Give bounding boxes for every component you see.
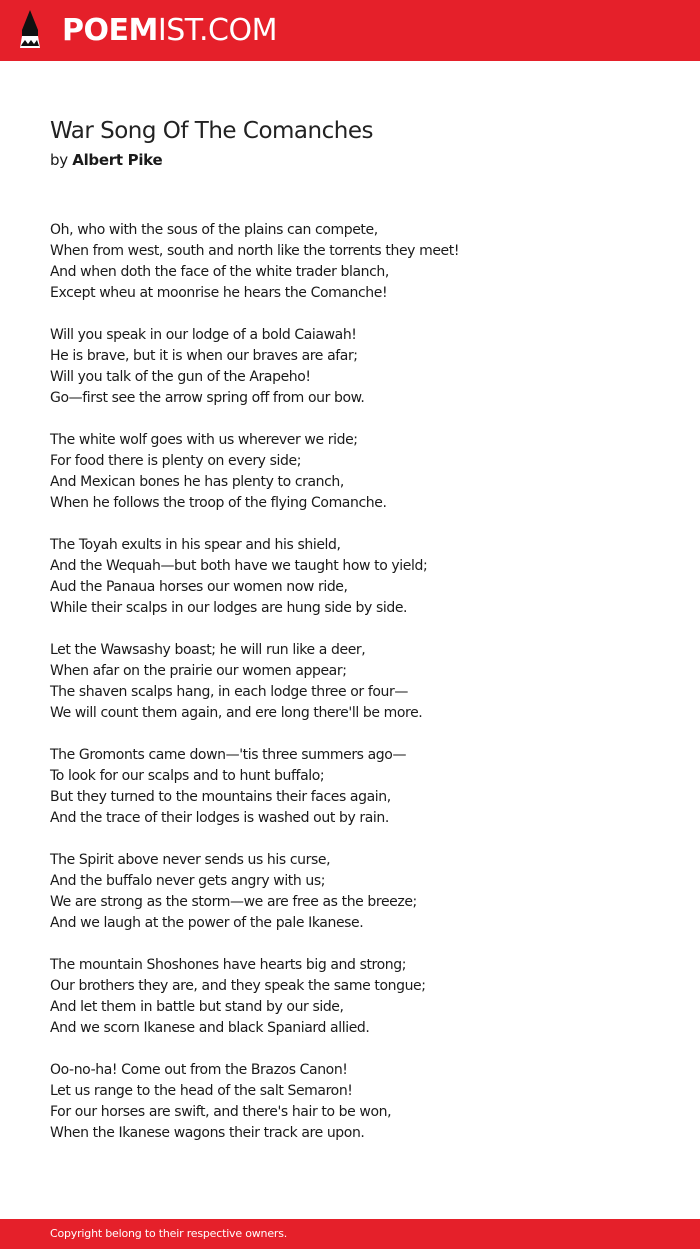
poem-line: Let the Wawsashy boast; he will run like a deer, — [50, 642, 366, 658]
poem-line: When from west, south and north like the torrents they meet! — [50, 243, 460, 259]
poem-stanza — [50, 850, 650, 934]
poem-title: War Song Of The Comanches — [50, 118, 373, 144]
poem-line: When the Ikanese wagons their track are upon. — [50, 1125, 365, 1141]
site-footer — [0, 1219, 700, 1249]
poem-line: When he follows the troop of the flying Comanche. — [50, 495, 387, 511]
poem-content — [50, 114, 650, 1165]
poem-line: And the Wequah—but both have we taught how to yield; — [50, 558, 428, 574]
by-label: by — [50, 151, 68, 169]
poem-stanza — [50, 955, 650, 1039]
poem-line: And the buffalo never gets angry with us; — [50, 873, 326, 889]
poem-line: And Mexican bones he has plenty to cranch, — [50, 474, 344, 490]
poem-line: Let us range to the head of the salt Semaron! — [50, 1083, 353, 1099]
poem-body — [50, 220, 650, 1144]
poem-line: While their scalps in our lodges are hung side by side. — [50, 600, 408, 616]
poem-line: To look for our scalps and to hunt buffalo; — [50, 768, 325, 784]
pen-nib-icon — [18, 10, 42, 51]
poem-line: The mountain Shoshones have hearts big and strong; — [50, 957, 407, 973]
poem-line: Will you speak in our lodge of a bold Caiawah! — [50, 327, 357, 343]
poem-line: Go—first see the arrow spring off from our bow. — [50, 390, 365, 406]
poem-stanza — [50, 745, 650, 829]
site-header — [0, 0, 700, 61]
poem-line: The Gromonts came down—'tis three summers ago— — [50, 747, 407, 763]
copyright-notice: Copyright belong to their respective owners. — [50, 1227, 288, 1240]
logo-text-bold: POEM — [62, 13, 158, 48]
poem-stanza — [50, 535, 650, 619]
poem-line: Will you talk of the gun of the Arapeho! — [50, 369, 311, 385]
poem-line: And we scorn Ikanese and black Spaniard allied. — [50, 1020, 370, 1036]
poem-line: The shaven scalps hang, in each lodge three or four— — [50, 684, 408, 700]
poem-line: The white wolf goes with us wherever we ride; — [50, 432, 358, 448]
poem-stanza — [50, 325, 650, 409]
poem-line: When afar on the prairie our women appear; — [50, 663, 347, 679]
poem-line: He is brave, but it is when our braves are afar; — [50, 348, 358, 364]
poem-stanza — [50, 1060, 650, 1144]
poem-byline — [50, 150, 650, 170]
poem-line: We are strong as the storm—we are free as the breeze; — [50, 894, 417, 910]
poem-line: And when doth the face of the white trader blanch, — [50, 264, 389, 280]
poem-stanza — [50, 430, 650, 514]
poem-line: And let them in battle but stand by our side, — [50, 999, 344, 1015]
poem-line: Our brothers they are, and they speak the same tongue; — [50, 978, 426, 994]
poem-line: But they turned to the mountains their faces again, — [50, 789, 391, 805]
poem-line: We will count them again, and ere long there'll be more. — [50, 705, 423, 721]
poem-line: Except wheu at moonrise he hears the Comanche! — [50, 285, 388, 301]
poem-line: And the trace of their lodges is washed out by rain. — [50, 810, 389, 826]
poem-line: Oh, who with the sous of the plains can compete, — [50, 222, 378, 238]
poem-line: For food there is plenty on every side; — [50, 453, 302, 469]
poem-line: The Spirit above never sends us his curse, — [50, 852, 331, 868]
poem-line: For our horses are swift, and there's hair to be won, — [50, 1104, 392, 1120]
logo-text-light: IST.COM — [157, 13, 277, 48]
poem-line: And we laugh at the power of the pale Ikanese. — [50, 915, 364, 931]
poem-line: Aud the Panaua horses our women now ride, — [50, 579, 348, 595]
poem-stanza — [50, 220, 650, 304]
poem-line: The Toyah exults in his spear and his shield, — [50, 537, 341, 553]
poem-line: Oo-no-ha! Come out from the Brazos Canon! — [50, 1062, 348, 1078]
site-logo[interactable] — [62, 12, 277, 50]
poem-stanza — [50, 640, 650, 724]
poem-author: Albert Pike — [72, 151, 163, 169]
